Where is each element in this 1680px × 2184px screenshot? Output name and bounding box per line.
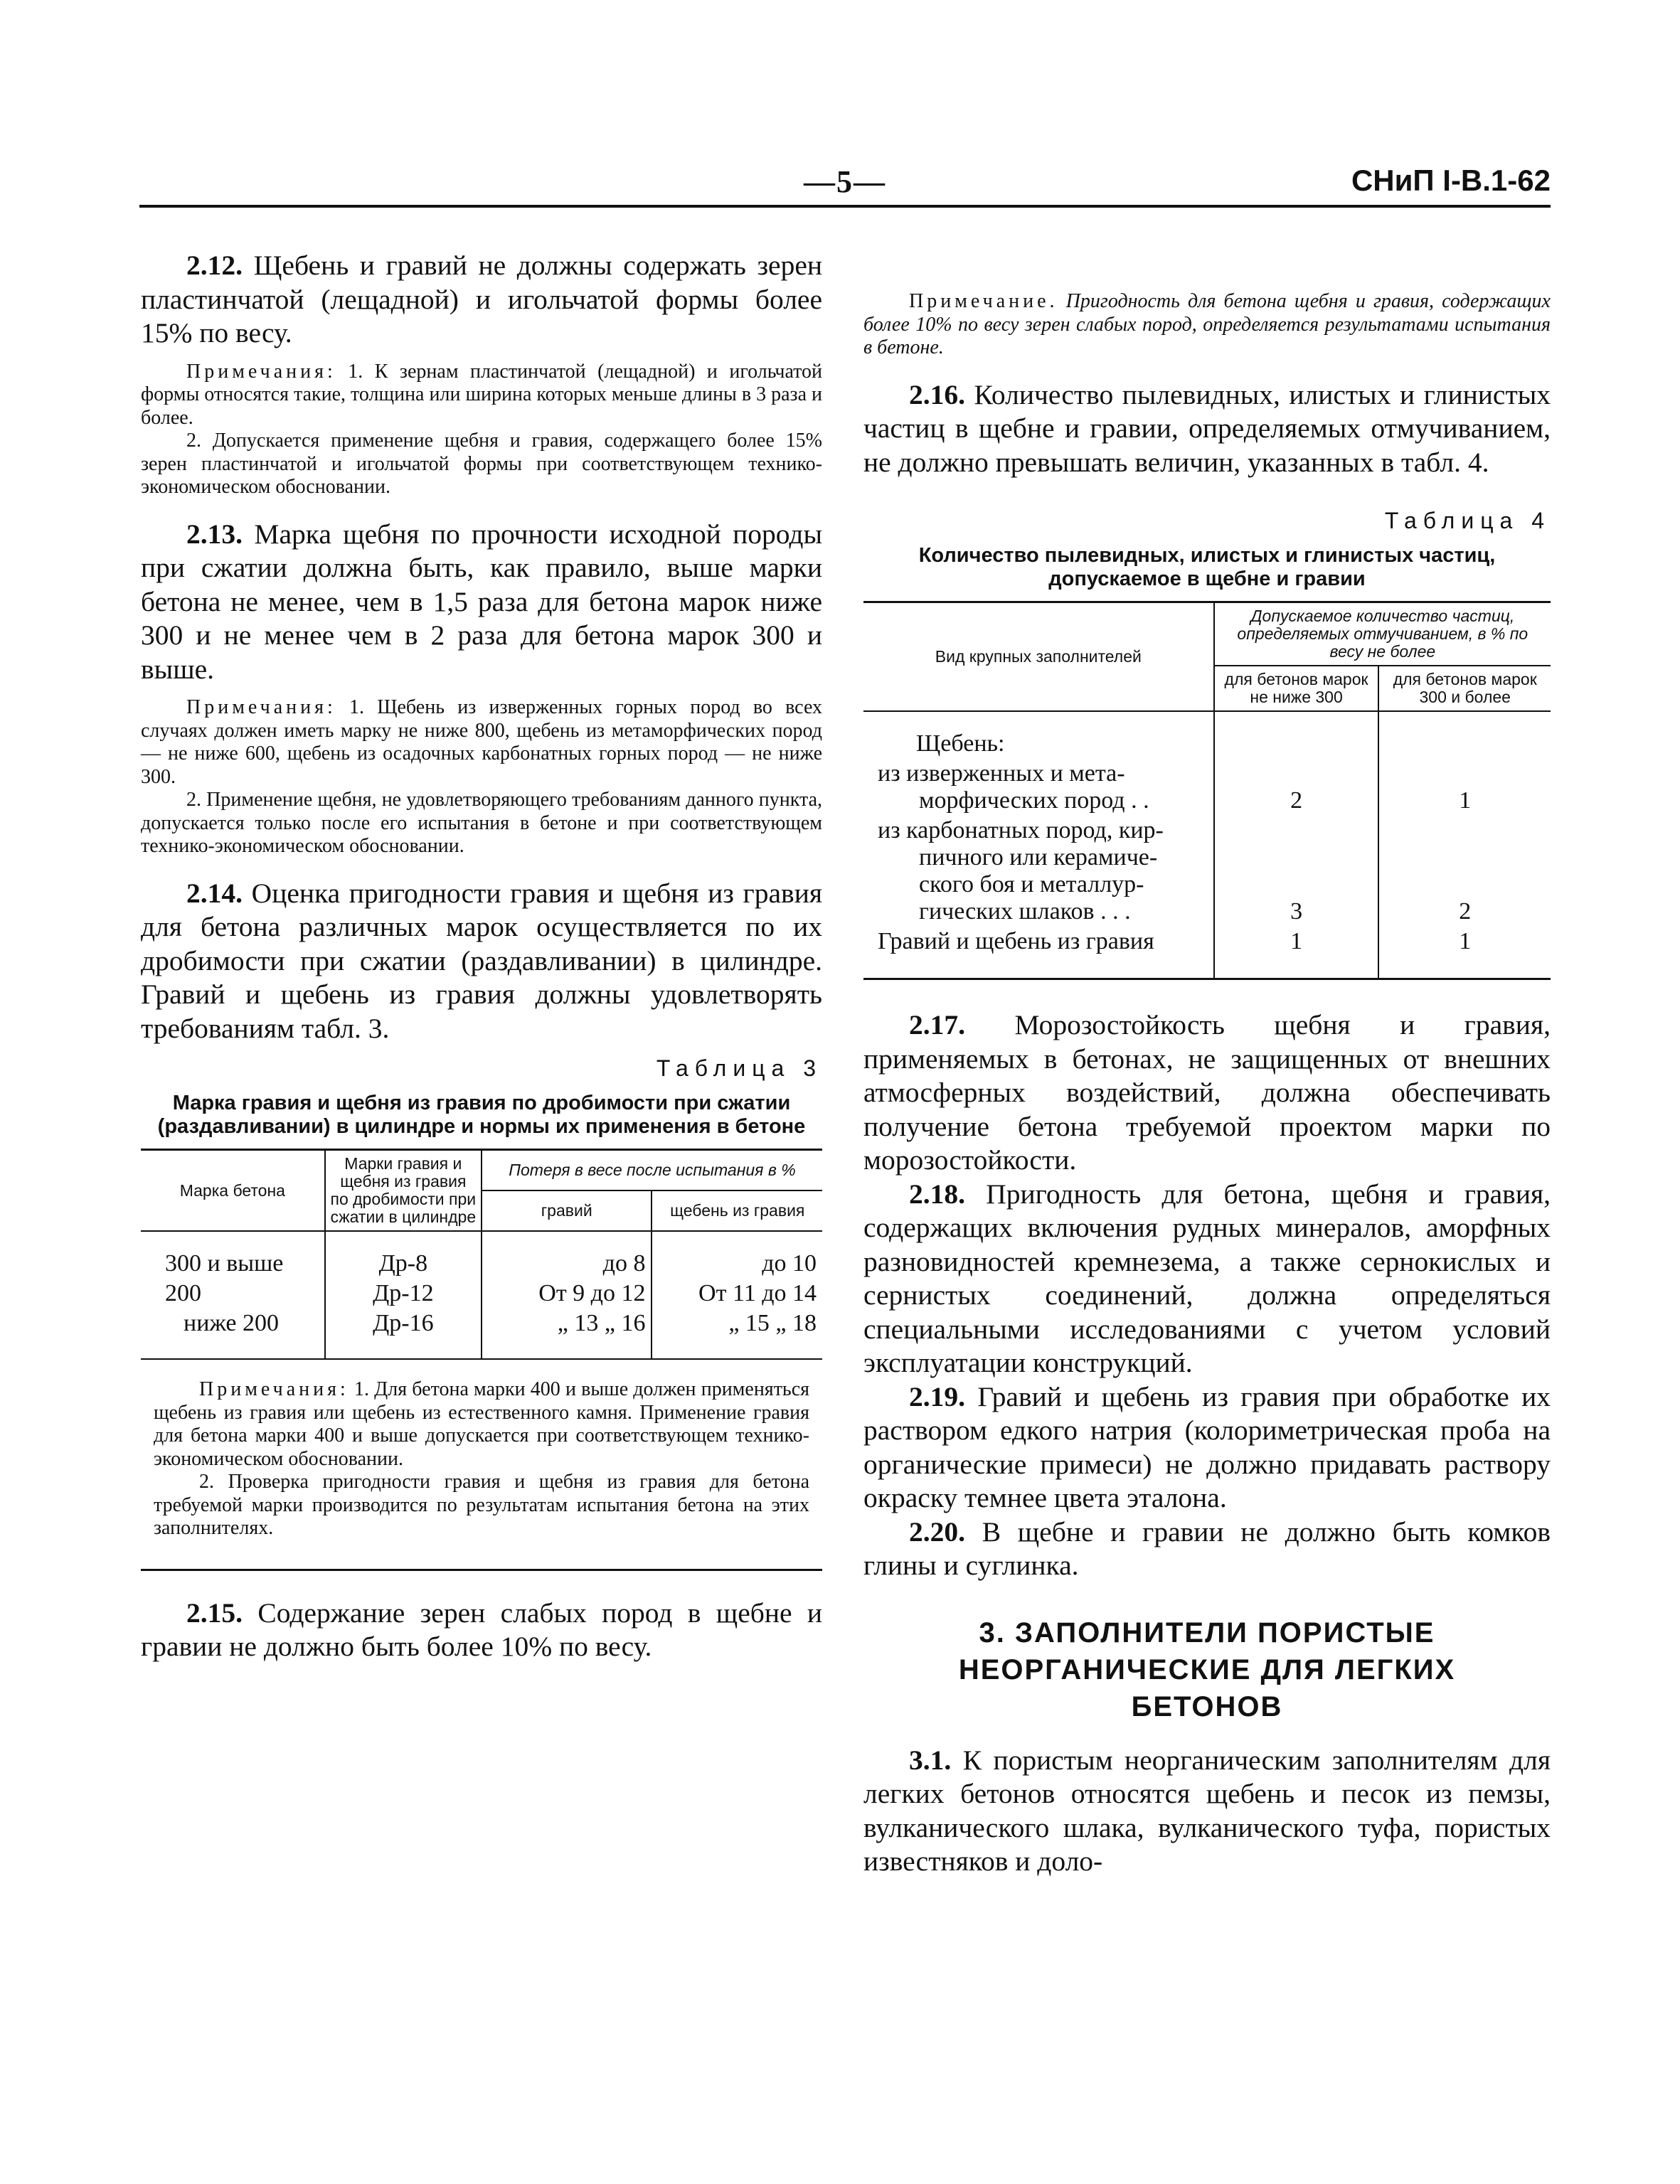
table-row <box>141 1309 822 1358</box>
cell-crushed: От 11 до 14 <box>652 1279 822 1309</box>
page-number: —5— <box>804 164 886 199</box>
document-code: СНиП I-В.1-62 <box>1351 164 1551 197</box>
note-item: 2. Допускается применение щебня и гравия, содержащего более 15% зерен пластинчатой и игольчатой формы при соответствующем технико-экономическом обосновании. <box>141 430 822 498</box>
table-4-label: Таблица 4 <box>1384 508 1551 533</box>
note-item: 2. Применение щебня, не удовлетворяющего требованиям данного пункта, допускается только после его испытания в бетоне и при соответствующем технико-экономическом обосновании. <box>141 789 822 857</box>
section-3-heading: 3. ЗАПОЛНИТЕЛИ ПОРИСТЫЕ НЕОРГАНИЧЕСКИЕ ДЛЯ ЛЕГКИХ БЕТОНОВ <box>958 1616 1456 1722</box>
cell-type: из карбонатных пород, кир- пичного или керамиче- ского боя и металлур- гических шлаков . . . <box>863 816 1214 927</box>
cell-300-plus: 1 <box>1378 759 1551 816</box>
cell-gravel: „ 13 „ 16 <box>482 1309 652 1358</box>
table-4-header-below-300: для бетонов марок не ниже 300 <box>1214 666 1379 711</box>
cell-mark: Др-8 <box>325 1231 482 1279</box>
page-header <box>139 162 1551 208</box>
cell-type: из изверженных и мета- морфических пород . . <box>863 759 1214 816</box>
table-4 <box>863 601 1551 980</box>
table-3-header-gravel: гравий <box>482 1190 652 1231</box>
table-3-label: Таблица 3 <box>656 1055 822 1081</box>
table-4-header-300-plus: для бетонов марок 300 и более <box>1378 666 1551 711</box>
clause-2-18: 2.18. Пригодность для бетона, щебня и гравия, содержащих включения рудных минералов, аморфных разновидностей кремнезема, а также сернокислых и сернистых соединений, должна определяться специальными исследованиями с учетом условий эксплуатации конструкций. <box>863 1178 1551 1378</box>
table-3-header-crushed: щебень из гравия <box>652 1190 822 1231</box>
cell-gravel: до 8 <box>482 1231 652 1279</box>
cell-group-label: Щебень: <box>863 711 1214 759</box>
table-row <box>863 759 1551 816</box>
clause-2-16: 2.16. Количество пылевидных, илистых и глинистых частиц в щебне и гравии, определяемых отмучиванием, не должно превышать величин, указанных в табл. 4. <box>863 378 1551 478</box>
cell-below-300: 3 <box>1214 816 1379 927</box>
note-item: 2. Проверка пригодности гравия и щебня из гравия для бетона требуемой марки производится по результатам испытания бетона на этих заполнителях. <box>154 1471 809 1539</box>
note-2-15 <box>863 290 1551 360</box>
clause-3-1: 3.1. К пористым неорганическим заполнителям для легких бетонов относятся щебень и песок из пемзы, вулканического шлака, вулканического туфа, пористых известняков и доло- <box>863 1744 1551 1877</box>
table-3 <box>141 1149 822 1571</box>
cell-crushed: „ 15 „ 18 <box>652 1309 822 1358</box>
cell-type: Гравий и щебень из гравия <box>863 927 1214 978</box>
cell-empty <box>1378 711 1551 759</box>
note-item: Примечания: 1. К зернам пластинчатой (лещадной) и игольчатой формы относятся такие, толщина или ширина которых меньше длины в 3 раза и более. <box>141 360 822 429</box>
clause-2-12: 2.12. Щебень и гравий не должны содержать зерен пластинчатой (лещадной) и игольчатой формы более 15% по весу. <box>141 250 823 348</box>
table-3-header-loss: Потеря в весе после испытания в % <box>482 1151 822 1190</box>
cell-300-plus: 2 <box>1378 816 1551 927</box>
cell-gravel: От 9 до 12 <box>482 1279 652 1309</box>
cell-mark: Др-12 <box>325 1279 482 1309</box>
notes-2-12 <box>141 361 822 499</box>
clause-2-17: 2.17. Морозостойкость щебня и гравия, применяемых в бетонах, не защищенных от внешних атмосферных воздействий, должна обеспечивать получение бетона требуемой проектом марки по морозостойкости. <box>863 1009 1551 1176</box>
table-row <box>141 1279 822 1309</box>
table-row <box>863 927 1551 978</box>
note-item: Примечания: 1. Для бетона марки 400 и выше должен применяться щебень из гравия или щебень из естественного камня. Применение гравия для бетона марки 400 и выше допускается при соответствующем технико-экономическом обосновании. <box>154 1378 810 1470</box>
left-column <box>141 249 822 1674</box>
table-4-header-allowed: Допускаемое количество частиц, определяемых отмучиванием, в % по весу не более <box>1214 603 1551 666</box>
cell-300-plus: 1 <box>1378 927 1551 978</box>
table-3-header-grade: Марка бетона <box>141 1151 325 1231</box>
cell-below-300: 1 <box>1214 927 1379 978</box>
clause-2-19: 2.19. Гравий и щебень из гравия при обработке их раствором едкого натрия (колориметрическая проба на органические примеси) не должно придавать раствору окраску темнее цвета эталона. <box>863 1380 1551 1513</box>
table-row <box>863 816 1551 927</box>
cell-grade: 200 <box>141 1279 325 1309</box>
table-4-title: Количество пылевидных, илистых и глинистых частиц, допускаемое в щебне и гравии <box>918 544 1496 590</box>
clause-2-13: 2.13. Марка щебня по прочности исходной породы при сжатии должна быть, как правило, выше марки бетона не менее, чем в 1,5 раза для бетона марок ниже 300 и не менее чем в 2 раза для бетона марок 300 и выше. <box>141 518 823 685</box>
notes-2-13 <box>141 696 822 858</box>
clause-2-15: 2.15. Содержание зерен слабых пород в щебне и гравии не должно быть более 10% по весу. <box>141 1597 823 1662</box>
cell-below-300: 2 <box>1214 759 1379 816</box>
cell-mark: Др-16 <box>325 1309 482 1358</box>
right-column <box>863 249 1551 1889</box>
cell-grade: ниже 200 <box>141 1309 325 1358</box>
table-3-title: Марка гравия и щебня из гравия по дробимости при сжатии (раздавливании) в цилиндре и нормы их применения в бетоне <box>157 1092 806 1138</box>
note-item: Примечание. Пригодность для бетона щебня и гравия, содержащих более 10% по весу зерен слабых пород, определяется результатами испытания в бетоне. <box>863 290 1551 358</box>
cell-empty <box>1214 711 1379 759</box>
clause-2-20: 2.20. В щебне и гравии не должно быть комков глины и суглинка. <box>863 1516 1551 1581</box>
clause-2-14: 2.14. Оценка пригодности гравия и щебня из гравия для бетона различных марок осуществляется по их дробимости при сжатии (раздавливании) в цилиндре. Гравий и щебень из гравия должны удовлетворять требованиям табл. 3. <box>141 877 822 1044</box>
table-row <box>863 711 1551 759</box>
cell-crushed: до 10 <box>652 1231 822 1279</box>
table-3-header-mark: Марки гравия и щебня из гравия по дробимости при сжатии в цилиндре <box>325 1151 482 1231</box>
table-4-header-type: Вид крупных заполнителей <box>863 603 1214 711</box>
cell-grade: 300 и выше <box>141 1231 325 1279</box>
table-3-notes <box>141 1358 822 1569</box>
table-row <box>141 1231 822 1279</box>
note-item: Примечания: 1. Щебень из изверженных горных пород во всех случаях должен иметь марку не ниже 800, щебень из метаморфических пород — не ниже 600, щебень из осадочных карбонатных горных пород — не ниже 300. <box>141 696 823 788</box>
